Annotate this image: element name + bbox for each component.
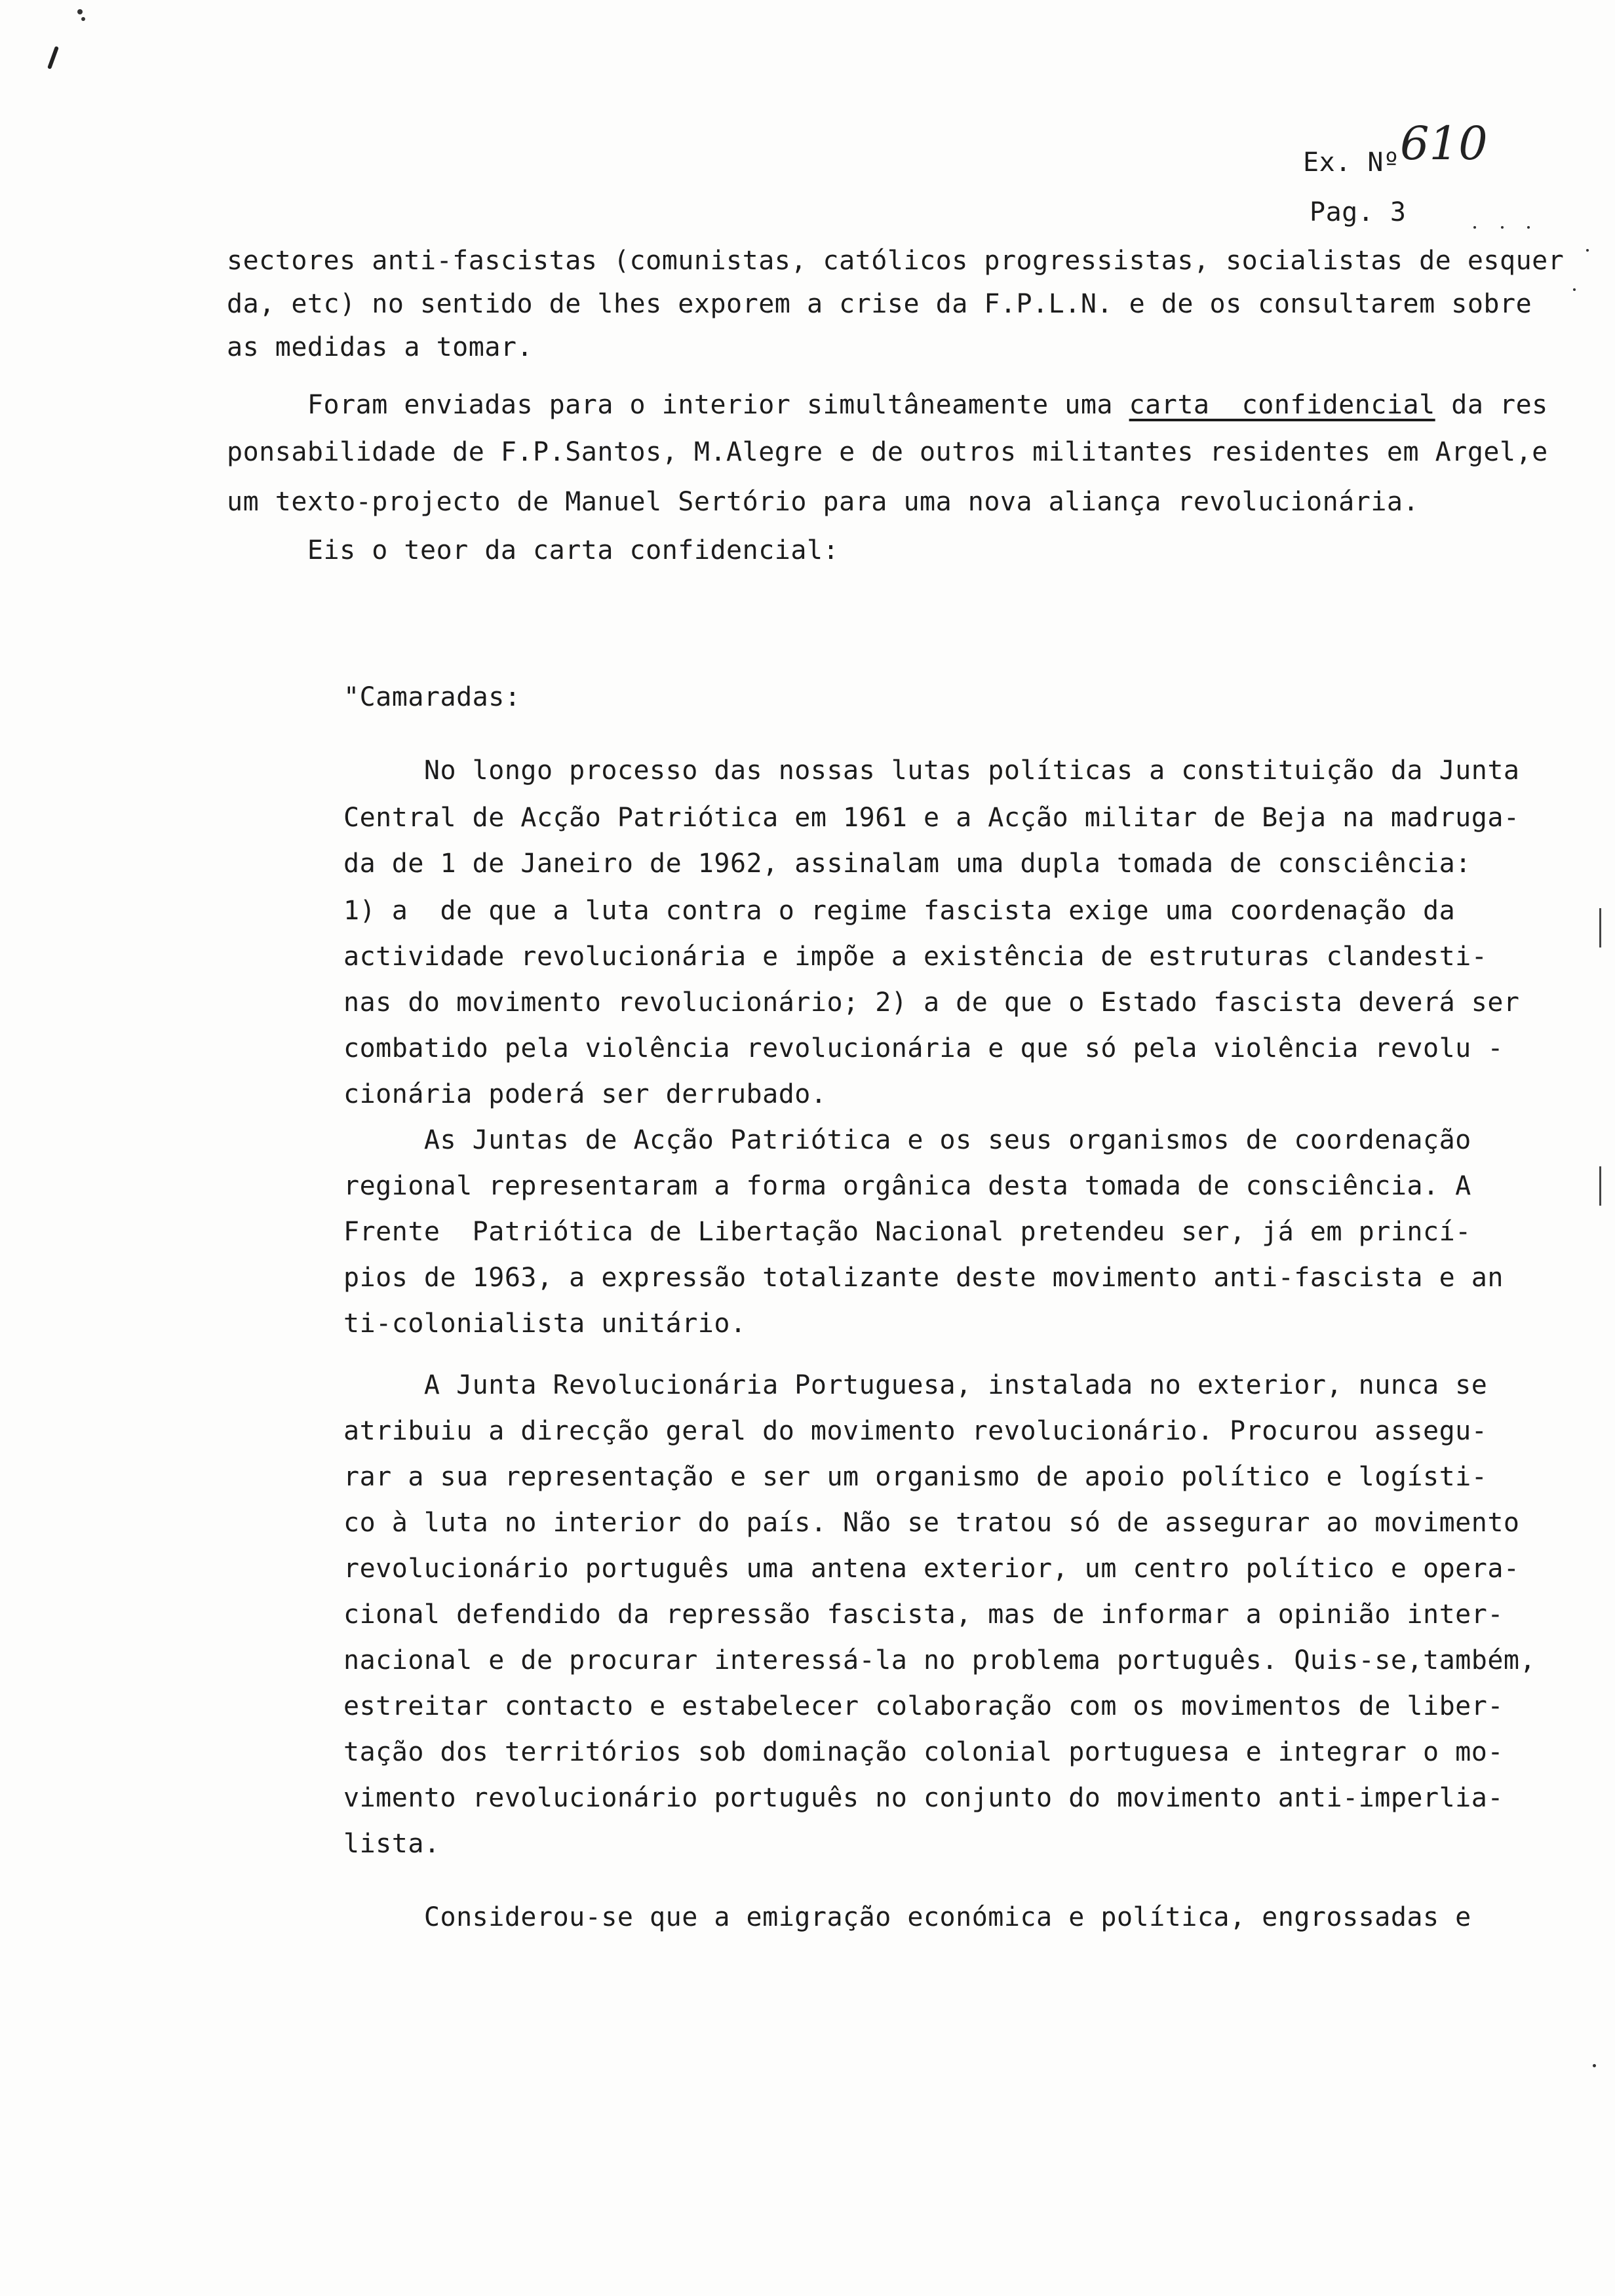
text-line: sectores anti-fascistas (comunistas, católicos progressistas, socialistas de esquer (227, 246, 1565, 276)
ink-speck (1473, 226, 1476, 229)
text-line: um texto-projecto de Manuel Sertório para uma nova aliança revolucionária. (227, 487, 1420, 517)
text-line: combatido pela violência revolucionária e que só pela violência revolu - (343, 1033, 1504, 1063)
ink-speck (77, 9, 83, 14)
text-line: No longo processo das nossas lutas políticas a constituição da Junta (343, 756, 1520, 786)
text-line: regional representaram a forma orgânica desta tomada de consciência. A (343, 1171, 1471, 1201)
text-segment: da res (1435, 390, 1548, 420)
text-line: nas do movimento revolucionário; 2) a de que o Estado fascista deverá ser (343, 987, 1520, 1018)
text-line: as medidas a tomar. (227, 332, 534, 362)
text-line: Considerou-se que a emigração económica e política, engrossadas e (343, 1902, 1471, 1932)
underlined-phrase: carta confidencial (1129, 390, 1435, 420)
ex-number-handwritten: 610 (1400, 117, 1488, 170)
text-line: da de 1 de Janeiro de 1962, assinalam uma dupla tomada de consciência: (343, 849, 1471, 879)
text-line: pios de 1963, a expressão totalizante deste movimento anti-fascista e an (343, 1263, 1504, 1293)
ink-speck (1501, 226, 1504, 229)
text-line: lista. (343, 1829, 440, 1859)
letter-salutation: "Camaradas: (343, 682, 521, 712)
ink-speck (1593, 2064, 1596, 2067)
ink-speck (1573, 288, 1576, 291)
text-line: cional defendido da repressão fascista, mas de informar a opinião inter- (343, 1599, 1504, 1630)
page-number: Pag. 3 (1310, 197, 1407, 227)
text-line: Eis o teor da carta confidencial: (227, 535, 840, 565)
text-line: atribuiu a direcção geral do movimento revolucionário. Procurou assegu- (343, 1416, 1488, 1446)
text-line: actividade revolucionária e impõe a existência de estruturas clandesti- (343, 942, 1488, 972)
text-line: nacional e de procurar interessá-la no problema português. Quis-se,também, (343, 1645, 1536, 1675)
margin-mark (1599, 908, 1601, 947)
ink-speck (81, 17, 85, 21)
ex-label: Ex. Nº (1303, 147, 1400, 178)
text-segment: Foram enviadas para o interior simultâneamente uma (227, 390, 1129, 420)
text-line: ti-colonialista unitário. (343, 1309, 747, 1339)
text-line: Central de Acção Patriótica em 1961 e a Acção militar de Beja na madruga- (343, 803, 1520, 833)
handwritten-stroke (47, 46, 59, 69)
text-line (227, 389, 1548, 421)
text-line: rar a sua representação e ser um organismo de apoio político e logísti- (343, 1462, 1488, 1492)
text-line: As Juntas de Acção Patriótica e os seus organismos de coordenação (343, 1125, 1471, 1155)
text-line: cionária poderá ser derrubado. (343, 1079, 827, 1109)
text-line: A Junta Revolucionária Portuguesa, instalada no exterior, nunca se (343, 1370, 1488, 1400)
text-line: estreitar contacto e estabelecer colaboração com os movimentos de liber- (343, 1691, 1504, 1721)
text-line: tação dos territórios sob dominação colonial portuguesa e integrar o mo- (343, 1737, 1504, 1767)
text-line: vimento revolucionário português no conjunto do movimento anti-imperlia- (343, 1783, 1504, 1813)
text-line: Frente Patriótica de Libertação Nacional pretendeu ser, já em princí- (343, 1217, 1471, 1247)
text-line: ponsabilidade de F.P.Santos, M.Alegre e de outros militantes residentes em Argel,e (227, 437, 1548, 467)
text-line: co à luta no interior do país. Não se tratou só de assegurar ao movimento (343, 1508, 1520, 1538)
ink-speck (1586, 249, 1589, 252)
text-line: revolucionário português uma antena exterior, um centro político e opera- (343, 1554, 1520, 1584)
ink-speck (1527, 226, 1530, 229)
text-line: 1) a de que a luta contra o regime fascista exige uma coordenação da (343, 896, 1456, 926)
text-line: da, etc) no sentido de lhes exporem a crise da F.P.L.N. e de os consultarem sobre (227, 289, 1532, 319)
margin-mark (1599, 1166, 1601, 1206)
